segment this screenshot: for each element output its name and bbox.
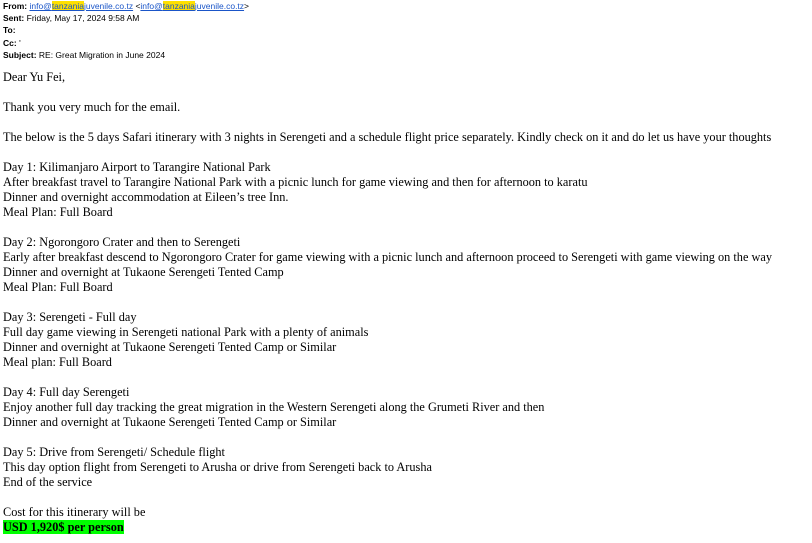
day-line: Dinner and overnight accommodation at Eileen’s tree Inn.	[3, 190, 289, 204]
day-2-section	[3, 235, 811, 295]
subject-label: Subject:	[3, 49, 37, 60]
day-line: After breakfast travel to Tarangire National Park with a picnic lunch for game viewing and then for afternoon to karatu	[3, 175, 588, 189]
thanks-line: Thank you very much for the email.	[3, 100, 181, 114]
day-title: Day 3: Serengeti - Full day	[3, 310, 137, 324]
greeting: Dear Yu Fei,	[3, 70, 66, 84]
cost-line	[3, 520, 811, 535]
day-4-section	[3, 385, 811, 430]
day-3-section	[3, 310, 811, 370]
sent-value: Friday, May 17, 2024 9:58 AM	[26, 13, 140, 24]
cc-value: '	[19, 37, 21, 48]
cc-label: Cc:	[3, 37, 17, 48]
day-line: Dinner and overnight at Tukaone Serengeti Tented Camp or Similar	[3, 340, 337, 354]
day-line: Enjoy another full day tracking the great migration in the Western Serengeti along the Grumeti River and then	[3, 400, 545, 414]
email-part: juvenile.co.tz	[83, 1, 134, 11]
email-body	[3, 70, 811, 535]
meal-plan: Meal Plan: Full Board	[3, 280, 113, 294]
from-row	[3, 0, 808, 12]
email-header	[3, 0, 808, 61]
day-line: Dinner and overnight at Tukaone Serengeti Tented Camp	[3, 265, 284, 279]
day-line: Full day game viewing in Serengeti national Park with a plenty of animals	[3, 325, 369, 339]
cost-label: Cost for this itinerary will be	[3, 505, 146, 519]
highlighted-term: tanzania	[162, 1, 195, 11]
to-row	[3, 24, 808, 36]
highlighted-term: tanzania	[51, 1, 84, 11]
price-highlight: USD 1,920$ per person	[3, 520, 124, 534]
sent-label: Sent:	[3, 13, 25, 24]
day-line: This day option flight from Serengeti to Arusha or drive from Serengeti back to Arusha	[3, 460, 432, 474]
day-5-section	[3, 445, 811, 490]
day-line: Early after breakfast descend to Ngorongoro Crater for game viewing with a picnic lunch and afternoon proceed to Serengeti with game viewing on the way	[3, 250, 772, 264]
day-line: End of the service	[3, 475, 93, 489]
day-title: Day 2: Ngorongoro Crater and then to Serengeti	[3, 235, 241, 249]
day-title: Day 5: Drive from Serengeti/ Schedule flight	[3, 445, 225, 459]
day-title: Day 4: Full day Serengeti	[3, 385, 130, 399]
email-part: info@	[140, 1, 163, 11]
from-label: From:	[3, 1, 28, 11]
to-label: To:	[3, 25, 16, 36]
email-part: info@	[29, 1, 52, 11]
bracket: >	[244, 1, 250, 11]
day-line: Dinner and overnight at Tukaone Serengeti Tented Camp or Similar	[3, 415, 337, 429]
day-title: Day 1: Kilimanjaro Airport to Tarangire National Park	[3, 160, 271, 174]
meal-plan: Meal Plan: Full Board	[3, 205, 113, 219]
sent-row	[3, 12, 808, 24]
email-part: juvenile.co.tz	[194, 1, 245, 11]
subject-row	[3, 49, 808, 61]
subject-value: RE: Great Migration in June 2024	[38, 49, 166, 60]
day-1-section	[3, 160, 811, 220]
intro-line: The below is the 5 days Safari itinerary with 3 nights in Serengeti and a schedule flight price separately. Kindly check on it and do let us have your thoughts	[3, 130, 772, 144]
bracket: <	[133, 1, 141, 11]
meal-plan: Meal plan: Full Board	[3, 355, 112, 369]
sender-email-link-2[interactable]	[140, 1, 244, 11]
cc-row	[3, 37, 808, 49]
sender-email-link[interactable]	[29, 1, 133, 11]
